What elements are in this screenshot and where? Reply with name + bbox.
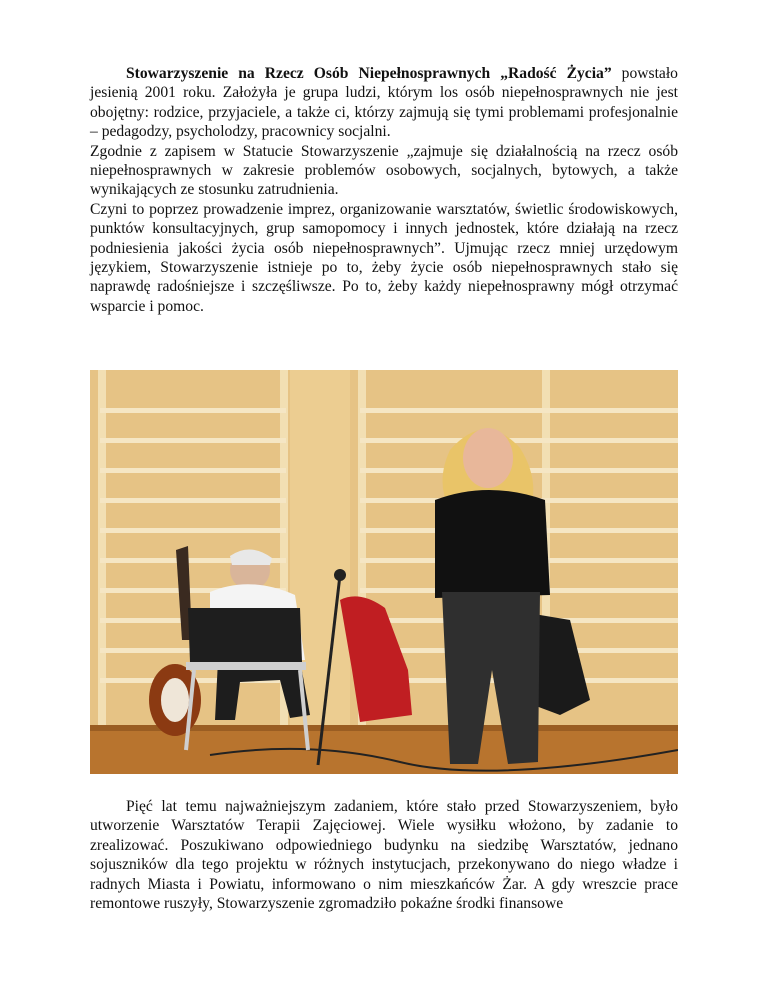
statute-paragraph: Zgodnie z zapisem w Statucie Stowarzyszenie „zajmuje się działalnością na rzecz osób niepełnosprawnych w zakresie problemów osobowych, socjalnych, bytowych, a także wynikających ze stosunku zatrudnienia. xyxy=(90,142,678,199)
event-photo xyxy=(90,370,678,774)
intro-text: powstało jesienią 2001 roku. Założyła je grupa ludzi, którym los osób niepełnosprawnych nie jest obojętny: rodzice, przyjaciele, a także ci, którzy zajmują się tymi problemami profesjonalnie – pedagodzy, psycholodzy, pracownicy socjalni. xyxy=(90,65,678,141)
activities-paragraph: Czyni to poprzez prowadzenie imprez, organizowanie warsztatów, świetlic środowiskowych, punktów konsultacyjnych, grup samopomocy i innych jednostek, które działają na rzecz podniesienia jakości życia osób niepełnosprawnych”. Ujmując rzecz mniej urzędowym językiem, Stowarzyszenie istnieje po to, żeby życie osób niepełnosprawnych stało się naprawdę radośniejsze i szczęśliwsze. Po to, żeby każdy niepełnosprawny mógł otrzymać wsparcie i pomoc. xyxy=(90,200,678,315)
intro-paragraph xyxy=(90,64,678,142)
document-text xyxy=(90,64,678,316)
lower-text xyxy=(90,797,678,913)
history-paragraph: Pięć lat temu najważniejszym zadaniem, które stało przed Stowarzyszeniem, było utworzenie Warsztatów Terapii Zajęciowej. Wiele wysiłku włożono, by zadanie to zrealizować. Poszukiwano odpowiedniego budynku na siedzibę Warsztatów, jednano sojuszników dla tego projektu w różnych instytucjach, przekonywano do niego władze i radnych Miasta i Powiatu, informowano o nim mieszkańców Żar. A gdy wreszcie prace remontowe ruszyły, Stowarzyszenie zgromadziło pokaźne środki finansowe xyxy=(90,798,678,913)
photo-illustration xyxy=(90,370,678,774)
association-name: Stowarzyszenie na Rzecz Osób Niepełnosprawnych „Radość Życia” xyxy=(126,65,612,82)
